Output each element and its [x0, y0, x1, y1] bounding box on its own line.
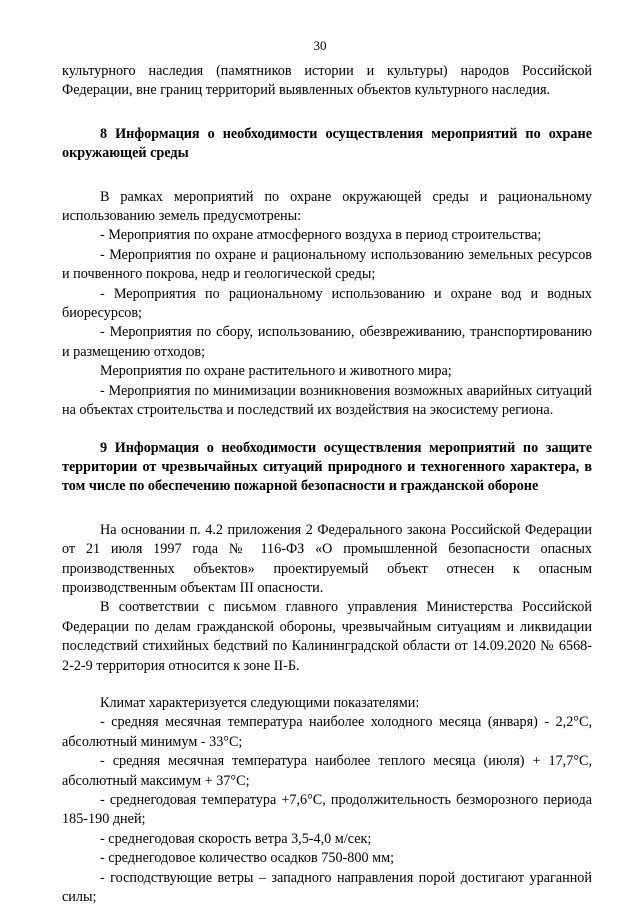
- section-8-item: - Мероприятия по сбору, использованию, обезвреживанию, транспортированию и размещению отходов;: [62, 324, 592, 360]
- section-8-lead: В рамках мероприятий по охране окружающей среды и рациональному использованию земель предусмотрены:: [62, 188, 592, 225]
- climate-item: - среднегодовая скорость ветра 3,5-4,0 м/сек;: [100, 830, 372, 847]
- climate-item: - среднегодовая температура +7,6°С, продолжительность безморозного периода 185-190 дней;: [62, 792, 592, 828]
- page-number: 30: [313, 38, 327, 53]
- section-8-item: - Мероприятия по охране и рациональному использованию земельных ресурсов и почвенного покрова, недр и геологической среды;: [62, 246, 592, 283]
- climate-item: - среднегодовое количество осадков 750-800 мм;: [100, 850, 395, 867]
- page-content: [62, 62, 592, 907]
- climate-item: - средняя месячная температура наиболее холодного месяца (января) - 2,2°С, абсолютный минимум - 33°С;: [62, 714, 592, 750]
- climate-item: - господствующие ветры – западного направления порой достигают ураганной силы;: [62, 869, 592, 906]
- climate-item: - средняя месячная температура наиболее теплого месяца (июля) + 17,7°С, абсолютный максимум + 37°С;: [62, 753, 592, 789]
- section-8-item: - Мероприятия по рациональному использованию и охране вод и водных биоресурсов;: [62, 285, 592, 322]
- section-9-heading: 9 Информация о необходимости осуществления мероприятий по защите территории от чрезвычайных ситуаций природного и техногенного характера, в том числе по обеспечению пожарной безопасности и гражданской обороне: [62, 439, 592, 495]
- intro-paragraph: культурного наследия (памятников истории и культуры) народов Российской Федерации, вне границ территорий выявленных объектов культурного наследия.: [62, 63, 592, 99]
- section-9-paragraph: На основании п. 4.2 приложения 2 Федерального закона Российской Федерации от 21 июля 1997 года № 116-ФЗ «О промышленной безопасности опасных производственных объектов» проектируемый объект отнесен к опасным производственным объектам III опасности.: [62, 521, 592, 596]
- section-8-item: - Мероприятия по минимизации возникновения возможных аварийных ситуаций на объектах строительства и последствий их воздействия на экосистему региона.: [62, 382, 592, 419]
- section-8-heading: 8 Информация о необходимости осуществления мероприятий по охране окружающей среды: [62, 125, 592, 162]
- climate-lead: Климат характеризуется следующими показателями:: [100, 694, 420, 711]
- section-8-item: - Мероприятия по охране атмосферного воздуха в период строительства;: [100, 227, 542, 244]
- section-8-item: Мероприятия по охране растительного и животного мира;: [100, 363, 452, 380]
- section-9-paragraph: В соответствии с письмом главного управления Министерства Российской Федерации по делам гражданской обороны, чрезвычайным ситуациям и ликвидации последствий стихийных бедствий по Калининградской области от 14.09.2020 № 6568-2-2-9 территория относится к зоне II-Б.: [62, 599, 592, 674]
